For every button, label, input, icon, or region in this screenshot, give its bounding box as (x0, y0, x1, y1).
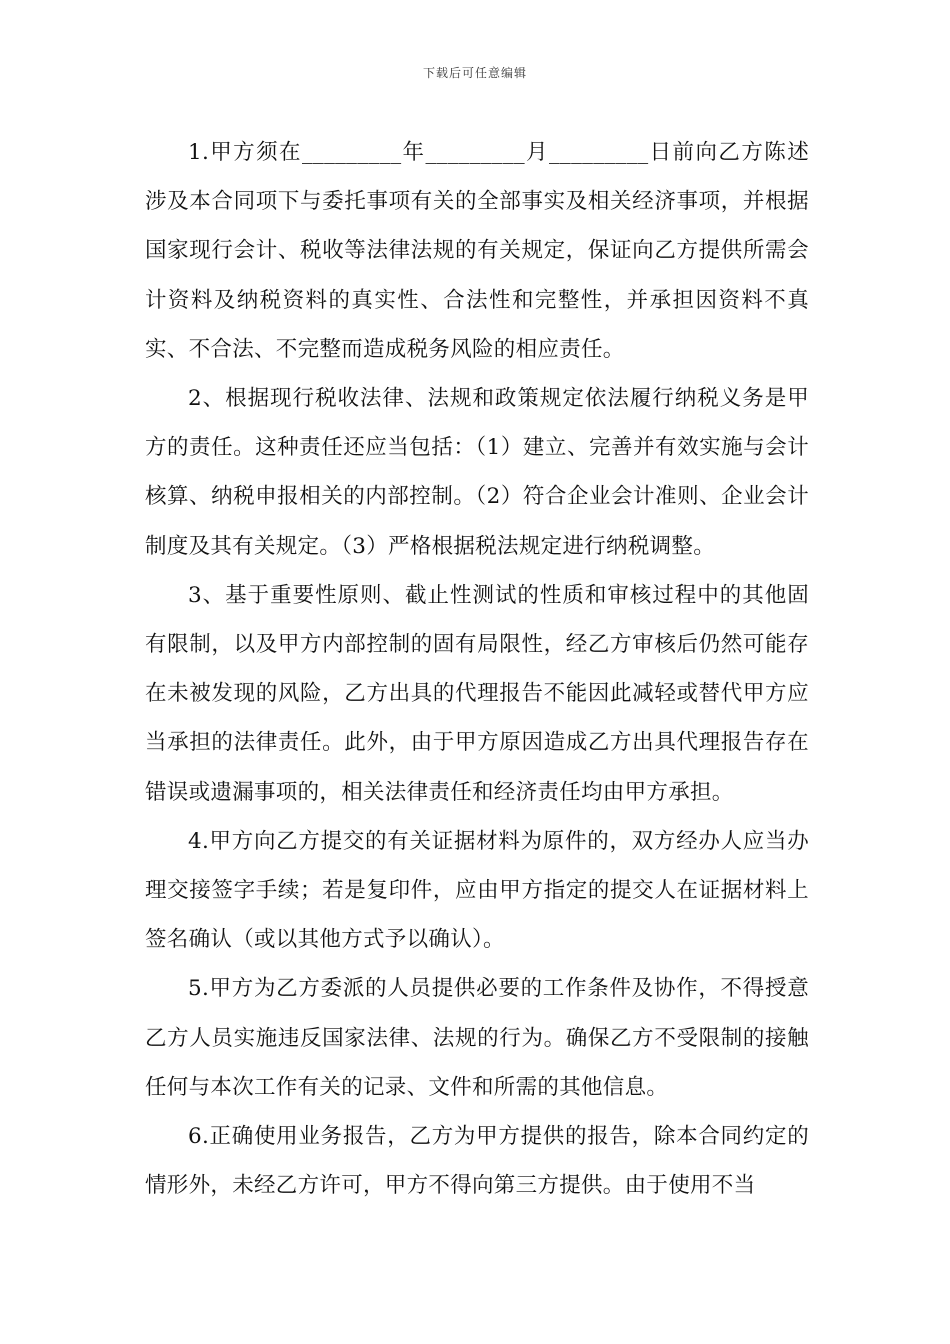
paragraph-3: 3、基于重要性原则、截止性测试的性质和审核过程中的其他固有限制，以及甲方内部控制的固有局限性，经乙方审核后仍然可能存在未被发现的风险，乙方出具的代理报告不能因此减轻或替代甲方应当承担的法律责任。此外，由于甲方原因造成乙方出具代理报告存在错误或遗漏事项的，相关法律责任和经济责任均由甲方承担。 (145, 582, 809, 805)
contract-body (145, 128, 809, 1210)
paragraph-5: 5.甲方为乙方委派的人员提供必要的工作条件及协作，不得授意乙方人员实施违反国家法律、法规的行为。确保乙方不受限制的接触任何与本次工作有关的记录、文件和所需的其他信息。 (145, 976, 809, 1100)
paragraph-6: 6.正确使用业务报告，乙方为甲方提供的报告，除本合同约定的情形外，未经乙方许可，甲方不得向第三方提供。由于使用不当 (145, 1124, 809, 1199)
header-note: 下载后可任意编辑 (422, 66, 527, 80)
paragraph-4: 4.甲方向乙方提交的有关证据材料为原件的，双方经办人应当办理交接签字手续；若是复印件，应由甲方指定的提交人在证据材料上签名确认（或以其他方式予以确认）。 (145, 828, 809, 953)
paragraph-1: 1.甲方须在_________年_________月_________日前向乙方陈述涉及本合同项下与委托事项有关的全部事实及相关经济事项，并根据国家现行会计、税收等法律法规的有关规定，保证向乙方提供所需会计资料及纳税资料的真实性、合法性和完整性，并承担因资料不真实、不合法、不完整而造成税务风险的相应责任。 (145, 140, 809, 362)
paragraph-2: 2、根据现行税收法律、法规和政策规定依法履行纳税义务是甲方的责任。这种责任还应当包括：（1）建立、完善并有效实施与会计核算、纳税申报相关的内部控制。（2）符合企业会计准则、企业会计制度及其有关规定。（3）严格根据税法规定进行纳税调整。 (145, 386, 809, 559)
